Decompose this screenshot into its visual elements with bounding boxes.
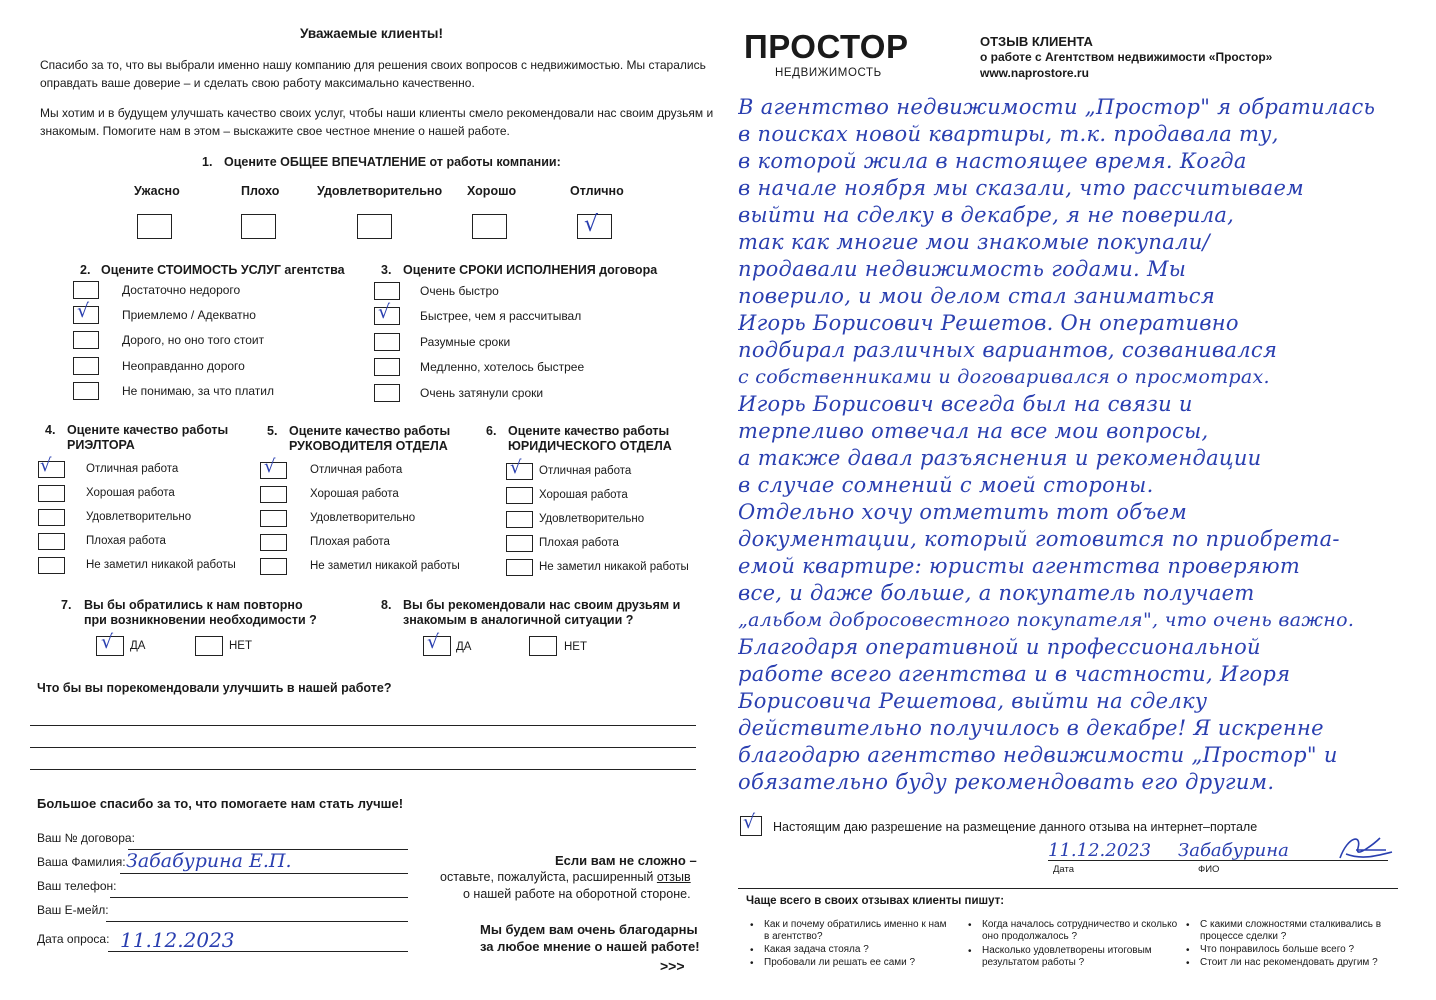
tips-title: Чаще всего в своих отзывах клиенты пишут: — [746, 895, 1005, 907]
consent-text: Настоящим даю разрешение на размещение данного отзыва на интернет–портале — [773, 820, 1258, 834]
q6-option-label: Плохая работа — [539, 537, 619, 549]
q4-checkbox[interactable] — [38, 509, 65, 526]
checkmark-icon: √ — [101, 631, 114, 653]
q6-option-label: Не заметил никакой работы — [539, 561, 689, 573]
note-line-3: о нашей работе на оборотной стороне. — [463, 887, 691, 901]
review-line: емой квартире: юристы агентства проверяют — [738, 554, 1301, 578]
q4-checkbox[interactable] — [38, 557, 65, 574]
thanks-text: Большое спасибо за то, что помогаете нам стать лучше! — [37, 796, 404, 811]
note-line-2 — [440, 870, 691, 884]
checkmark-icon: √ — [40, 455, 52, 476]
review-line: документации, который готовится по приобрета- — [738, 527, 1340, 551]
review-line: с собственниками и договаривался о просмотрах. — [738, 366, 1270, 388]
bullet-icon: • — [1186, 920, 1190, 931]
q7-no-label: НЕТ — [229, 640, 252, 652]
q2-option-label: Неоправданно дорого — [122, 359, 245, 373]
q2-checkbox[interactable] — [73, 281, 99, 299]
arrows-icon: >>> — [660, 958, 685, 974]
checkmark-icon: √ — [427, 631, 440, 653]
review-line: выйти на сделку в декабре, я не поверила, — [738, 203, 1235, 227]
contract-label: Ваш № договора: — [37, 831, 135, 845]
q1-checkbox-terrible[interactable] — [137, 214, 172, 239]
q3-option-label: Быстрее, чем я рассчитывал — [420, 309, 582, 323]
q3-option-label: Разумные сроки — [420, 335, 511, 349]
q3-number: 3. — [381, 263, 392, 277]
note-line-4: Мы будем вам очень благодарны — [480, 922, 698, 937]
q4-checkbox[interactable] — [38, 533, 65, 550]
q2-checkbox[interactable] — [73, 357, 99, 375]
tip-text: С какими сложностями сталкивались в процессе сделки ? — [1200, 919, 1382, 942]
q6-option-label: Удовлетворительно — [539, 513, 645, 525]
logo-subtitle: НЕДВИЖИМОСТЬ — [775, 67, 882, 79]
intro-text-1b: оправдать ваше доверие – и сделать свою работу максимально качественно. — [40, 76, 475, 90]
q2-option-label: Дорого, но оно того стоит — [122, 333, 265, 347]
intro-text-1a: Спасибо за то, что вы выбрали именно нашу компанию для решения своих вопросов с недвижимостью. Мы старались — [40, 58, 706, 72]
q3-option-label: Очень затянули сроки — [420, 386, 544, 400]
date-label: Дата опроса: — [37, 932, 110, 946]
q1-number: 1. — [202, 155, 213, 169]
email-field[interactable] — [106, 921, 408, 922]
q7-number: 7. — [61, 598, 72, 612]
q4-option-label: Не заметил никакой работы — [86, 559, 236, 571]
surname-label: Ваша Фамилия: — [37, 855, 126, 869]
review-line: Игорь Борисович Решетов. Он оперативно — [738, 311, 1239, 335]
q4-option-label: Отличная работа — [86, 463, 179, 475]
q6-checkbox[interactable] — [506, 511, 533, 528]
q6-checkbox[interactable] — [506, 487, 533, 504]
q5-checkbox[interactable] — [260, 534, 287, 551]
q8-no-checkbox[interactable] — [529, 636, 557, 656]
q6-option-label: Отличная работа — [539, 465, 632, 477]
intro-text-2b: знакомым. Помогите нам в этом – выскажите свое честное мнение о нашей работе. — [40, 124, 510, 138]
tip-text: Стоит ли нас рекомендовать другим ? — [1200, 957, 1378, 968]
q5-option-label: Хорошая работа — [310, 488, 399, 500]
q4-option-label: Удовлетворительно — [86, 511, 192, 523]
q7-title-1: Вы бы обратились к нам повторно — [84, 598, 303, 612]
sign-fio-label: ФИО — [1198, 864, 1220, 875]
q5-number: 5. — [267, 424, 278, 438]
q2-checkbox[interactable] — [73, 331, 99, 349]
bullet-icon: • — [968, 946, 972, 957]
bullet-icon: • — [750, 945, 754, 956]
q2-option-label: Достаточно недорого — [122, 283, 241, 297]
q5-checkbox[interactable] — [260, 486, 287, 503]
q1-option-label: Удовлетворительно — [317, 184, 443, 198]
checkmark-icon: √ — [584, 212, 599, 237]
q6-checkbox[interactable] — [506, 559, 533, 576]
q5-option-label: Не заметил никакой работы — [310, 560, 460, 572]
q1-title: Оцените ОБЩЕЕ ВПЕЧАТЛЕНИЕ от работы компании: — [224, 155, 561, 169]
q2-option-label: Приемлемо / Адекватно — [122, 308, 256, 322]
signature-name[interactable]: Забабурина — [1178, 840, 1289, 861]
q4-number: 4. — [45, 423, 56, 437]
improve-question: Что бы вы порекомендовали улучшить в нашей работе? — [37, 681, 392, 695]
q7-title-2: при возникновении необходимости ? — [84, 613, 317, 627]
q5-title-1: Оцените качество работы — [289, 424, 451, 438]
q4-option-label: Плохая работа — [86, 535, 166, 547]
q5-option-label: Плохая работа — [310, 536, 390, 548]
checkmark-icon: √ — [77, 300, 90, 322]
review-line: „альбом добросовестного покупателя", что очень важно. — [738, 609, 1355, 631]
review-line: все, и даже больше, а покупатель получает — [738, 581, 1255, 605]
q1-option-label: Ужасно — [134, 184, 180, 198]
q2-title: Оцените СТОИМОСТЬ УСЛУГ агентства — [101, 263, 345, 277]
improve-line[interactable] — [30, 725, 696, 726]
bullet-icon: • — [750, 920, 754, 931]
header-title: ОТЗЫВ КЛИЕНТА — [980, 34, 1093, 49]
review-line: подбирал различных вариантов, созванивался — [738, 338, 1278, 362]
date-field — [108, 951, 408, 952]
q3-checkbox[interactable] — [374, 358, 400, 376]
review-line: продавали недвижимость годами. Мы — [738, 257, 1187, 281]
review-line: Благодаря оперативной и профессиональной — [738, 635, 1261, 659]
q5-option-label: Удовлетворительно — [310, 512, 416, 524]
email-label: Ваш Е-мейл: — [37, 903, 109, 917]
phone-label: Ваш телефон: — [37, 879, 117, 893]
review-line: работе всего агентства и в частности, Игоря — [738, 662, 1291, 686]
bullet-icon: • — [1186, 958, 1190, 969]
note-line-2-text: оставьте, пожалуйста, расширенный — [440, 870, 654, 884]
header-subtitle: о работе с Агентством недвижимости «Простор» — [980, 50, 1273, 64]
review-line: В агентство недвижимости „Простор" я обратилась — [738, 95, 1376, 119]
review-line: в случае сомнений с моей стороны. — [738, 473, 1154, 497]
review-line: в начале ноября мы сказали, что рассчитываем — [738, 176, 1304, 200]
q1-checkbox-good[interactable] — [472, 214, 507, 239]
improve-line[interactable] — [30, 769, 696, 770]
q6-checkbox[interactable] — [506, 535, 533, 552]
q6-number: 6. — [486, 424, 497, 438]
q4-option-label: Хорошая работа — [86, 487, 175, 499]
q6-option-label: Хорошая работа — [539, 489, 628, 501]
q5-checkbox[interactable] — [260, 558, 287, 575]
checkmark-icon: √ — [510, 457, 522, 478]
phone-field[interactable] — [110, 897, 408, 898]
q1-checkbox-satisfactory[interactable] — [357, 214, 392, 239]
logo: ПРОСТОР — [744, 28, 909, 65]
bullet-icon: • — [1186, 945, 1190, 956]
review-line: поверило, и мои делом стал заниматься — [738, 284, 1216, 308]
q3-checkbox[interactable] — [374, 384, 400, 402]
q1-option-label: Отлично — [570, 184, 624, 198]
note-line-1: Если вам не сложно – — [555, 853, 697, 868]
review-line: так как многие мои знакомые покупали/ — [738, 230, 1210, 254]
tip-text: Пробовали ли решать ее сами ? — [764, 957, 916, 968]
q5-option-label: Отличная работа — [310, 464, 403, 476]
q8-title-2: знакомым в аналогичной ситуации ? — [403, 613, 634, 627]
q6-title-2: ЮРИДИЧЕСКОГО ОТДЕЛА — [508, 439, 672, 453]
note-line-5: за любое мнение о нашей работе! — [480, 939, 700, 954]
signature-line — [1048, 860, 1388, 861]
q8-number: 8. — [381, 598, 392, 612]
q1-option-label: Хорошо — [467, 184, 517, 198]
q3-option-label: Медленно, хотелось быстрее — [420, 360, 585, 374]
review-line: в которой жила в настоящее время. Когда — [738, 149, 1247, 173]
tip-text: Когда началось сотрудничество и сколько оно продолжалось ? — [982, 919, 1178, 942]
surname-field — [120, 873, 408, 874]
tip-text: Какая задача стояла ? — [764, 944, 869, 955]
greeting: Уважаемые клиенты! — [300, 26, 443, 41]
tip-text: Что понравилось больше всего ? — [1200, 944, 1355, 955]
sign-date-label: Дата — [1053, 864, 1075, 875]
q3-option-label: Очень быстро — [420, 284, 499, 298]
checkmark-icon: √ — [264, 456, 276, 477]
review-line: Борисовича Решетова, выйти на сделку — [738, 689, 1208, 713]
q8-title-1: Вы бы рекомендовали нас своим друзьям и — [403, 598, 681, 612]
signature-date[interactable]: 11.12.2023 — [1048, 840, 1152, 861]
q7-no-checkbox[interactable] — [195, 636, 223, 656]
q3-title: Оцените СРОКИ ИСПОЛНЕНИЯ договора — [403, 263, 658, 277]
q8-yes-label: ДА — [456, 641, 472, 653]
header-url[interactable]: www.naprostore.ru — [980, 66, 1089, 80]
review-link[interactable]: отзыв — [656, 870, 691, 884]
review-line: обязательно буду рекомендовать его другим. — [738, 770, 1275, 794]
review-line: а также давал разъяснения и рекомендации — [738, 446, 1262, 470]
q4-checkbox[interactable] — [38, 485, 65, 502]
review-line: благодарю агентство недвижимости „Простор" и — [738, 743, 1338, 767]
divider — [738, 888, 1398, 889]
q3-checkbox[interactable] — [374, 333, 400, 351]
review-line: терпеливо отвечал на все мои вопросы, — [738, 419, 1209, 443]
q6-title-1: Оцените качество работы — [508, 424, 670, 438]
q2-option-label: Не понимаю, за что платил — [122, 384, 275, 398]
intro-text-2a: Мы хотим и в будущем улучшать качество своих услуг, чтобы наши клиенты смело рекомендовали нас своим друзьям и — [40, 106, 714, 120]
q2-number: 2. — [80, 263, 91, 277]
q5-checkbox[interactable] — [260, 510, 287, 527]
q8-no-label: НЕТ — [564, 641, 587, 653]
review-page — [718, 0, 1436, 1000]
surname-value[interactable]: Забабурина Е.П. — [126, 850, 292, 872]
review-line: в поисках новой квартиры, т.к. продавала ту, — [738, 122, 1279, 146]
review-line: действительно получилось в декабре! Я искренне — [738, 716, 1324, 740]
improve-line[interactable] — [30, 747, 696, 748]
bullet-icon: • — [968, 920, 972, 931]
q1-option-label: Плохо — [241, 184, 280, 198]
bullet-icon: • — [750, 958, 754, 969]
q3-checkbox[interactable] — [374, 282, 400, 300]
tip-text: Как и почему обратились именно к нам в агентство? — [764, 919, 947, 942]
q5-title-2: РУКОВОДИТЕЛЯ ОТДЕЛА — [289, 439, 448, 453]
checkmark-icon: √ — [743, 811, 756, 833]
q2-checkbox[interactable] — [73, 382, 99, 400]
q4-title-2: РИЭЛТОРА — [67, 438, 135, 452]
checkmark-icon: √ — [378, 301, 391, 323]
review-line: Отдельно хочу отметить тот объем — [738, 500, 1188, 524]
q4-title-1: Оцените качество работы — [67, 423, 229, 437]
q1-checkbox-bad[interactable] — [241, 214, 276, 239]
q7-yes-label: ДА — [130, 640, 146, 652]
tip-text: Насколько удовлетворены итоговым результатом работы ? — [982, 945, 1152, 968]
date-value[interactable]: 11.12.2023 — [120, 928, 235, 952]
review-line: Игорь Борисович всегда был на связи и — [738, 392, 1193, 416]
